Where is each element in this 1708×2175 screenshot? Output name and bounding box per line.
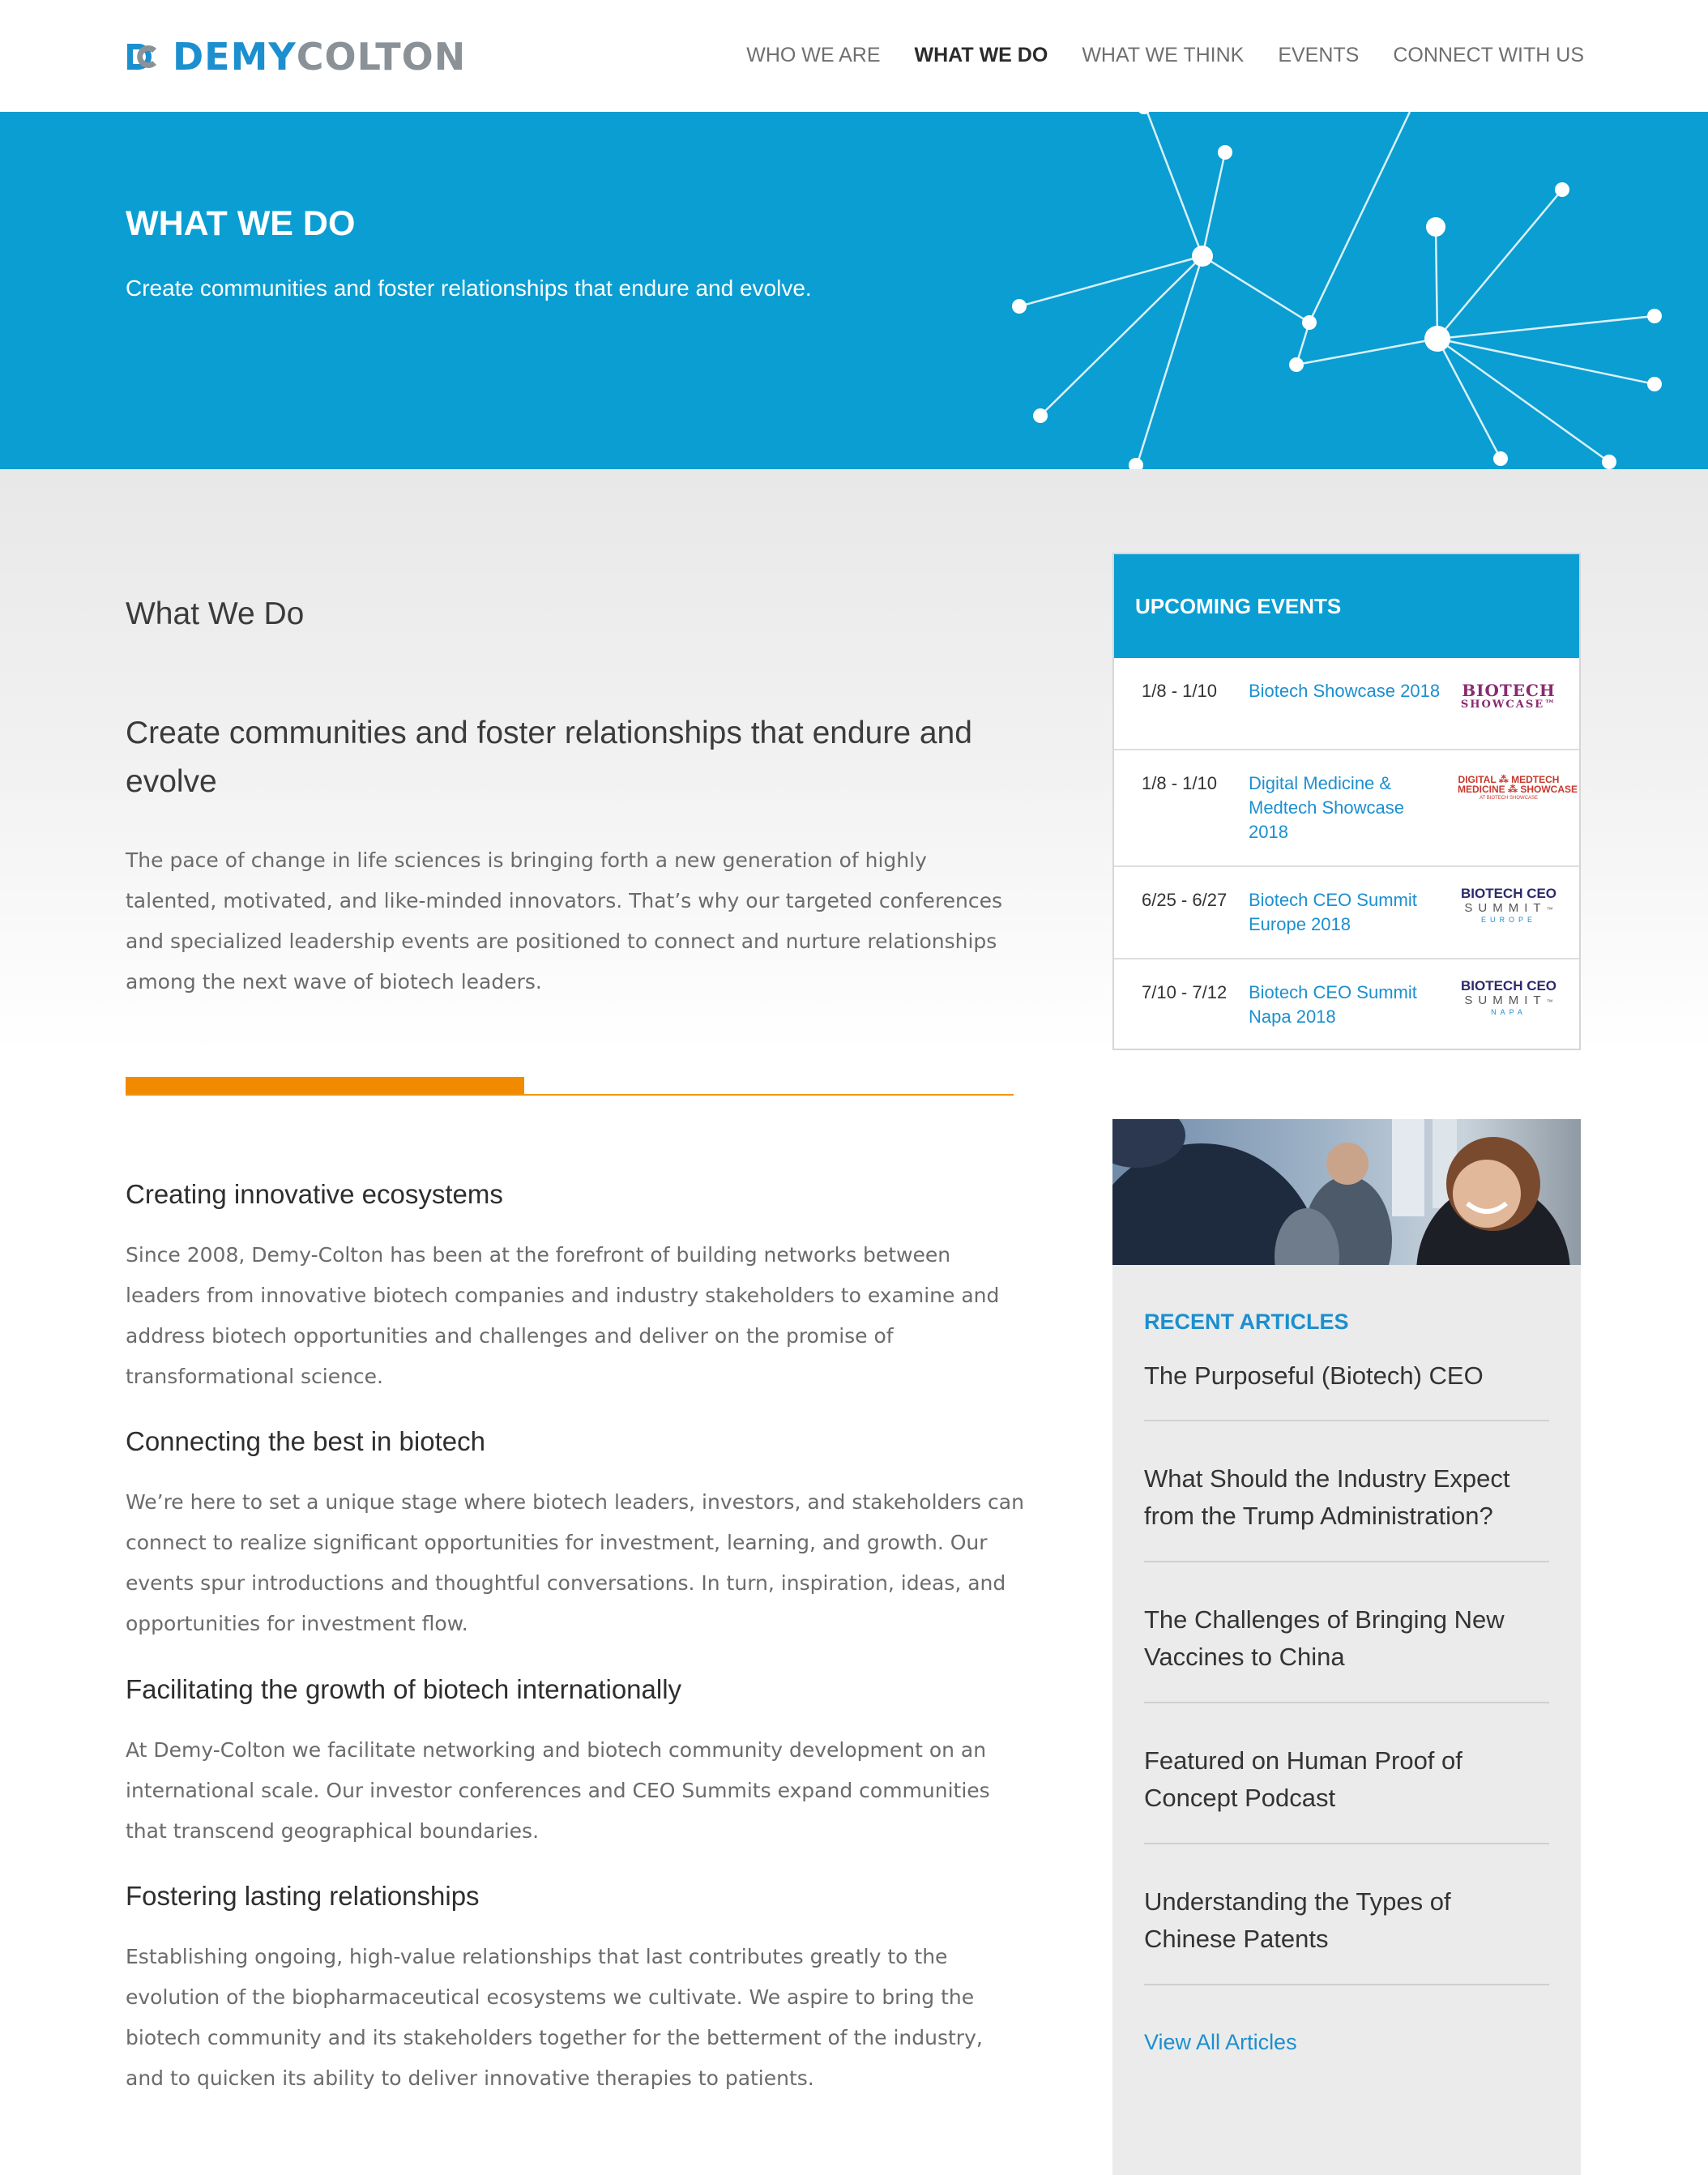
section-heading-ecosystems: Creating innovative ecosystems [126,1179,503,1209]
event-logo-line: EUROPE [1480,916,1536,924]
article-divider [1144,1984,1549,1985]
event-logo-line: BIOTECH CEO [1460,886,1557,901]
trademark-mark: ™ [1546,998,1553,1006]
page-heading: What We Do [126,596,305,631]
main-nav [746,42,1584,68]
section-heading-relationships: Fostering lasting relationships [126,1881,480,1911]
event-link[interactable]: Biotech Showcase 2018 [1249,681,1441,701]
hero-banner [0,112,1708,469]
ceo-summit-europe-logo[interactable] [1458,887,1560,924]
events-header [1114,554,1579,658]
article-divider [1144,1561,1549,1562]
brand-logo[interactable] [126,35,467,79]
event-link[interactable]: Biotech CEO Summit Napa 2018 [1249,982,1417,1027]
trademark-mark: ™ [1544,699,1557,711]
hero-subtitle: Create communities and foster relationships that endure and evolve. [126,276,812,301]
section-body-relationships: Establishing ongoing, high-value relationships that last contributes greatly to the evolution of the biopharmaceutical ecosystems we cultivate. We aspire to bring the biotech community and its stakeholders together for the betterment of the industry, and to quicken its ability to deliver innovative therapies to patients. [126,1945,983,2090]
biotech-showcase-logo[interactable] [1458,682,1560,710]
nav-what-we-think[interactable]: WHAT WE THINK [1082,44,1245,66]
event-link[interactable]: Digital Medicine & Medtech Showcase 2018 [1249,773,1404,842]
section-body-connecting: We’re here to set a unique stage where biotech leaders, investors, and stakeholders can connect to realize significant opportunities for investment, learning, and growth. Our events spur introductions and thoughtful conversations. In turn, inspiration, ideas, and opportunities for investment flow. [126,1490,1024,1635]
orange-divider-bar [126,1077,524,1095]
orange-divider-line [126,1094,1014,1096]
article-link[interactable]: The Challenges of Bringing New Vaccines to China [1144,1605,1505,1671]
events-title: UPCOMING EVENTS [1135,594,1342,618]
event-logo-line: SUMMIT [1464,993,1547,1007]
event-logo-line: SHOWCASE [1460,699,1545,711]
ceo-summit-napa-logo[interactable] [1458,979,1560,1016]
section-body-ecosystems: Since 2008, Demy-Colton has been at the forefront of building networks between leaders from innovative biotech companies and industry stakeholders to examine and address biotech opportunities and challenges and deliver on the promise of transformational science. [126,1243,1000,1388]
recent-articles-label: RECENT ARTICLES [1144,1310,1349,1334]
event-row [1114,750,1579,867]
event-row [1114,658,1579,750]
event-link[interactable]: Biotech CEO Summit Europe 2018 [1249,890,1417,934]
event-row [1114,959,1579,1052]
article-divider [1144,1420,1549,1421]
section-heading-connecting: Connecting the best in biotech [126,1426,485,1456]
event-logo-line: MEDICINE ⁂ SHOWCASE [1458,784,1578,795]
section-heading-international: Facilitating the growth of biotech internationally [126,1674,682,1704]
trademark-mark: ™ [1546,906,1553,913]
article-link[interactable]: Understanding the Types of Chinese Patents [1144,1887,1451,1953]
event-logo-line: BIOTECH CEO [1460,978,1557,993]
event-logo-line: BIOTECH [1462,681,1556,700]
event-date: 1/8 - 1/10 [1142,773,1217,793]
intro-paragraph: The pace of change in life sciences is bringing forth a new generation of highly talented, motivated, and like-minded innovators. That’s why our targeted conferences and specialized leadership events are positioned to connect and nurture relationships among the next wave of biotech leaders. [126,848,1003,993]
hero-title: WHAT WE DO [126,204,356,243]
recent-articles-widget [1112,1119,1581,2175]
event-row [1114,867,1579,959]
article-link[interactable]: Featured on Human Proof of Concept Podcast [1144,1746,1462,1812]
site-header [0,0,1708,112]
nav-who-we-are[interactable]: WHO WE ARE [746,44,881,66]
nav-what-we-do[interactable]: WHAT WE DO [914,44,1048,66]
logo-text-demy: DEMY [173,35,297,79]
article-link[interactable]: The Purposeful (Biotech) CEO [1144,1361,1484,1390]
event-logo-line: NAPA [1491,1008,1527,1016]
view-all-articles-link[interactable]: View All Articles [1144,2030,1297,2054]
event-date: 6/25 - 6/27 [1142,890,1228,910]
logo-mark-icon [126,41,158,73]
article-divider [1144,1843,1549,1844]
lead-heading: Create communities and foster relationships that endure and evolve [126,716,972,799]
article-link[interactable]: What Should the Industry Expect from the Trump Administration? [1144,1464,1510,1530]
event-date: 1/8 - 1/10 [1142,681,1217,701]
upcoming-events-widget [1112,553,1581,1050]
nav-events[interactable]: EVENTS [1278,44,1360,66]
digital-medicine-medtech-logo[interactable] [1458,774,1578,801]
article-divider [1144,1702,1549,1703]
networking-photo [1112,1119,1581,1265]
nav-connect-with-us[interactable]: CONNECT WITH US [1393,44,1584,66]
section-body-international: At Demy-Colton we facilitate networking and biotech community development on an international scale. Our investor conferences and CEO Summits expand communities that transcend geographical boundaries. [126,1738,990,1843]
logo-text-colton: COLTON [296,35,467,79]
event-logo-line: SUMMIT [1464,901,1547,915]
event-logo-line: AT BIOTECH SHOWCASE [1479,796,1539,801]
event-date: 7/10 - 7/12 [1142,982,1228,1002]
event-logo-line: DIGITAL ⁂ MEDTECH [1458,774,1560,785]
